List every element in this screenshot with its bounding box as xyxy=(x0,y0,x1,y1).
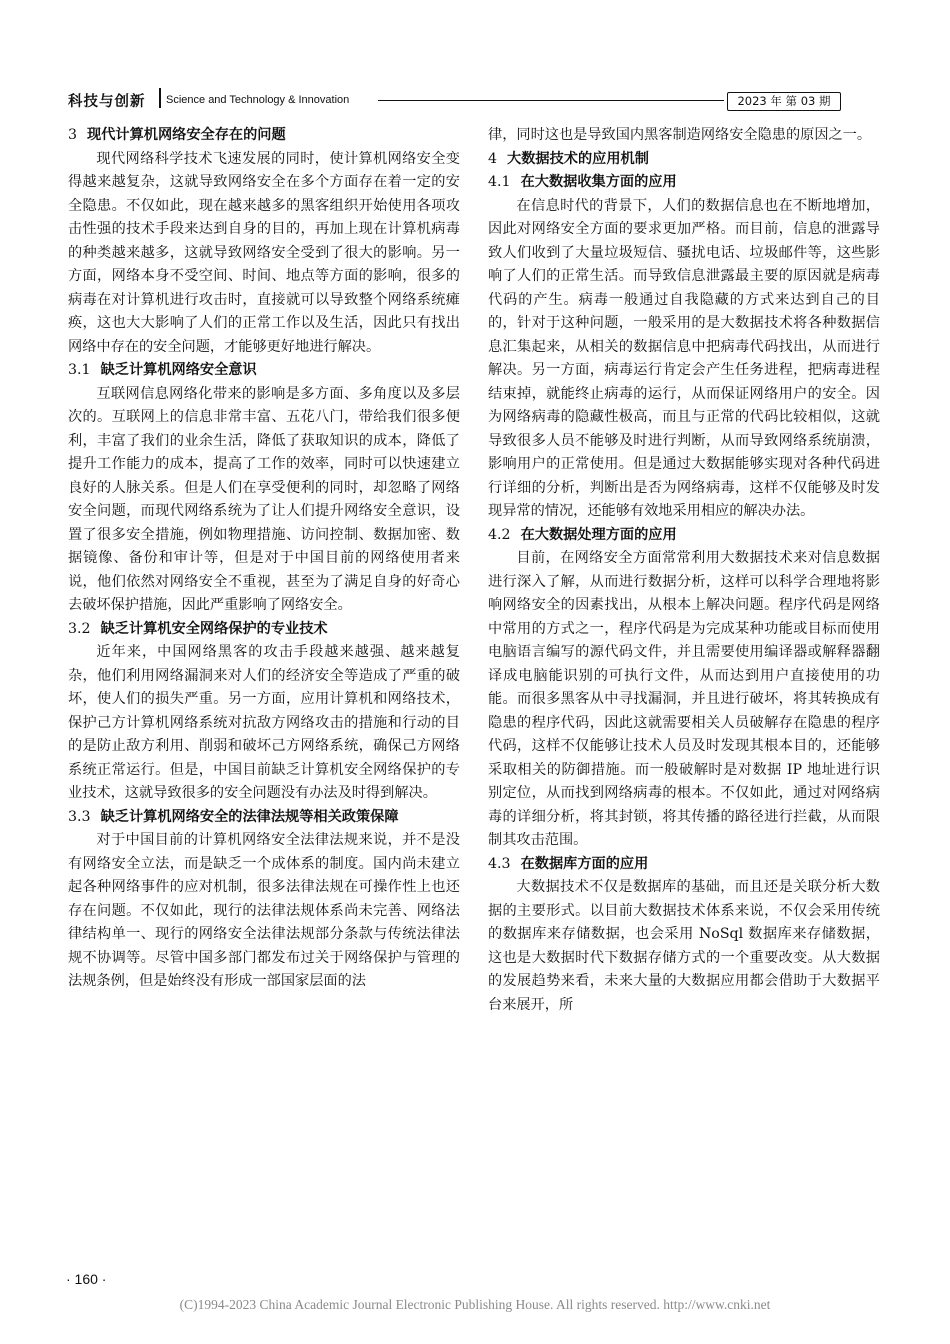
section-title: 缺乏计算机网络安全意识 xyxy=(100,362,257,378)
section-number: 3.2 xyxy=(68,620,91,637)
header-separator xyxy=(159,88,161,108)
paragraph: 互联网信息网络化带来的影响是多方面、多角度以及多层次的。互联网上的信息非常丰富、五花八门，带给我们很多便利，丰富了我们的业余生活，降低了获取知识的成本，降低了提升工作能力的成本，提高了工作的效率，同时可以快速建立良好的人脉关系。但是人们在享受便利的同时，却忽略了网络安全问题，而现代网络系统为了让人们提升网络安全意识，设置了很多安全措施，例如物理措施、访问控制、数据加密、数据镜像、备份和审计等，但是对于中国目前的网络使用者来说，他们依然对网络安全不重视，甚至为了满足自身的好奇心去破坏保护措施，因此严重影响了网络安全。 xyxy=(68,385,460,613)
section-3-2-heading xyxy=(68,618,460,642)
paragraph: 近年来，中国网络黑客的攻击手段越来越强、越来越复杂，他们利用网络漏洞来对人们的经济安全等造成了严重的破坏，使人们的损失严重。另一方面，应用计算机和网络技术，保护己方计算机网络系统对抗敌方网络攻击的措施和行动的目的是防止敌方利用、削弱和破坏己方网络系统，确保己方网络系统正常运行。但是，中国目前缺乏计算机安全网络保护的专业技术，这就导致很多的安全问题没有办法及时得到解决。 xyxy=(68,644,460,801)
section-4-3-heading xyxy=(488,853,880,877)
section-number: 3.1 xyxy=(68,362,91,378)
right-column xyxy=(488,124,880,1017)
section-title: 在大数据收集方面的应用 xyxy=(520,174,677,190)
section-4-2-heading xyxy=(488,524,880,548)
paragraph: 目前，在网络安全方面常常利用大数据技术来对信息数据进行深入了解，从而进行数据分析，这样可以科学合理地将影响网络安全的因素找出，从根本上解决问题。程序代码是网络中常用的方式之一，程序代码是为完成某种功能或目标而使用电脑语言编写的源代码文件，并且需要使用编译器或解释器翻译成电脑能识别的可执行文件，从而达到用户直接使用的功能。而很多黑客从中寻找漏洞，并且进行破坏，将其转换成有隐患的程序代码，因此这就需要相关人员破解存在隐患的程序代码，这样不仅能够让技术人员及时发现其根本目的，还能够采取相关的防御措施。而一般破解时是对数据 IP 地址进行识别定位，从而找到网络病毒的根本。不仅如此，通过对网络病毒的详细分析，将其封锁，将其传播的路径进行拦截，从而限制其攻击范围。 xyxy=(488,550,880,848)
section-4-1-heading xyxy=(488,171,880,195)
section-number: 4.2 xyxy=(488,526,511,543)
page-number: · 160 · xyxy=(66,1271,107,1287)
paragraph-continued: 律，同时这也是导致国内黑客制造网络安全隐患的原因之一。 xyxy=(488,127,872,143)
issue-badge: 2023 年 第 03 期 xyxy=(727,92,841,111)
section-title: 缺乏计算机网络安全的法律法规等相关政策保障 xyxy=(100,808,399,825)
journal-title-en: Science and Technology & Innovation xyxy=(166,94,350,106)
section-number: 4.3 xyxy=(488,855,511,872)
section-title: 在数据库方面的应用 xyxy=(520,855,649,872)
left-column xyxy=(68,124,460,994)
section-number: 4 xyxy=(488,150,498,167)
paragraph: 大数据技术不仅是数据库的基础，而且还是关联分析大数据的主要形式。以目前大数据技术体系来说，不仅会采用传统的数据库来存储数据，也会采用 NoSql 数据库来存储数据，这也是大数据时代下数据存储方式的一个重要改变。从大数据的发展趋势来看，未来大量的大数据应用都会借助于大数据平台来展开，所 xyxy=(488,879,880,1013)
paragraph: 在信息时代的背景下，人们的数据信息也在不断地增加，因此对网络安全方面的要求更加严格。而目前，信息的泄露导致人们收到了大量垃圾短信、骚扰电话、垃圾邮件等，这些影响了人们的正常生活。而导致信息泄露最主要的原因就是病毒代码的产生。病毒一般通过自我隐藏的方式来达到自己的目的，针对于这种问题，一般采用的是大数据技术将各种数据信息汇集起来，从相关的数据信息中把病毒代码找出，从而进行解决。另一方面，病毒运行肯定会产生任务进程，把病毒进程结束掉，就能终止病毒的运行，从而保证网络用户的安全。因为网络病毒的隐藏性极高，而且与正常的代码比较相似，这就导致很多人员不能够及时进行判断，从而导致网络系统崩溃，影响用户的正常使用。但是通过大数据能够实现对各种代码进行详细的分析，判断出是否为网络病毒，这样不仅能够及时发现异常的情况，还能够有效地采用相应的解决办法。 xyxy=(488,197,880,519)
section-title: 在大数据处理方面的应用 xyxy=(520,526,677,543)
section-3-heading xyxy=(68,124,460,148)
copyright-watermark: (C)1994-2023 China Academic Journal Electronic Publishing House. All rights reserved. http://www.cnki.net xyxy=(179,1297,771,1312)
section-title: 现代计算机网络安全存在的问题 xyxy=(87,127,286,143)
running-header xyxy=(68,86,876,116)
paragraph: 对于中国目前的计算机网络安全法律法规来说，并不是没有网络安全立法，而是缺乏一个成体系的制度。国内尚未建立起各种网络事件的应对机制，很多法律法规在可操作性上也还存在问题。不仅如此，现行的法律法规体系尚未完善、网络法律结构单一、现行的网络安全法律法规部分条款与传统法律法规不协调等。尽管中国多部门都发布过关于网络保护与管理的法规条例，但是始终没有形成一部国家层面的法 xyxy=(68,832,460,989)
section-number: 3.3 xyxy=(68,808,91,825)
paragraph: 现代网络科学技术飞速发展的同时，使计算机网络安全变得越来越复杂，这就导致网络安全在多个方面存在着一定的安全隐患。不仅如此，现在越来越多的黑客组织开始使用各项攻击性强的技术手段来达到自身的目的，再加上现在计算机病毒的种类越来越多，这就导致网络安全受到了很大的影响。另一方面，网络本身不受空间、时间、地点等方面的影响，很多的病毒在对计算机进行攻击时，直接就可以导致整个网络系统瘫痪，这也大大影响了人们的正常工作以及生活，因此只有找出网络中存在的安全问题，才能够更好地进行解决。 xyxy=(68,150,460,355)
section-title: 缺乏计算机安全网络保护的专业技术 xyxy=(100,620,328,637)
section-3-1-heading xyxy=(68,359,460,383)
section-title: 大数据技术的应用机制 xyxy=(507,150,649,167)
section-number: 4.1 xyxy=(488,174,511,190)
journal-title-cn: 科技与创新 xyxy=(68,94,146,110)
header-rule xyxy=(378,100,724,101)
section-4-heading xyxy=(488,148,880,172)
section-number: 3 xyxy=(68,127,78,143)
section-3-3-heading xyxy=(68,806,460,830)
